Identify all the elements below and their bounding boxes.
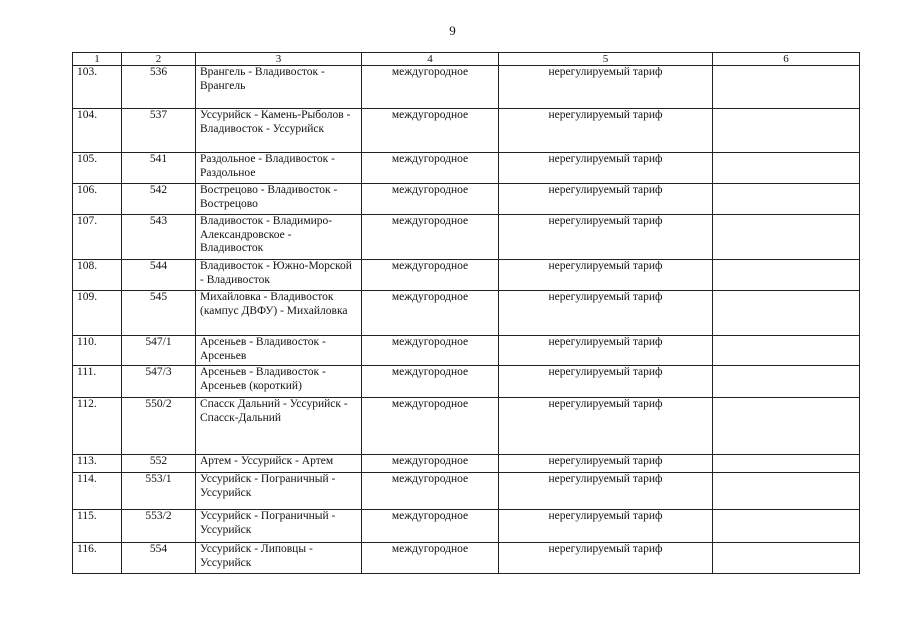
route-extra [713, 291, 860, 336]
route-tariff: нерегулируемый тариф [499, 291, 713, 336]
route-name: Уссурийск - Камень-Рыболов - Владивосток - Уссурийск [196, 109, 362, 153]
route-tariff: нерегулируемый тариф [499, 336, 713, 366]
row-number: 106. [73, 184, 122, 215]
route-name: Михайловка - Владивосток (кампус ДВФУ) - Михайловка [196, 291, 362, 336]
route-extra [713, 543, 860, 574]
route-number: 554 [122, 543, 196, 574]
route-number: 543 [122, 215, 196, 260]
route-extra [713, 66, 860, 109]
row-number: 112. [73, 398, 122, 455]
table-row [73, 66, 860, 109]
column-header-2: 2 [122, 53, 196, 66]
row-number: 103. [73, 66, 122, 109]
route-extra [713, 455, 860, 473]
route-number: 544 [122, 260, 196, 291]
route-number: 552 [122, 455, 196, 473]
route-number: 550/2 [122, 398, 196, 455]
route-number: 537 [122, 109, 196, 153]
route-type: междугородное [362, 510, 499, 543]
route-extra [713, 473, 860, 510]
route-extra [713, 215, 860, 260]
table-row [73, 398, 860, 455]
route-tariff: нерегулируемый тариф [499, 153, 713, 184]
row-number: 104. [73, 109, 122, 153]
route-tariff: нерегулируемый тариф [499, 398, 713, 455]
route-number: 545 [122, 291, 196, 336]
table-row [73, 291, 860, 336]
route-type: междугородное [362, 336, 499, 366]
route-number: 547/3 [122, 366, 196, 398]
route-number: 536 [122, 66, 196, 109]
route-extra [713, 398, 860, 455]
column-header-5: 5 [499, 53, 713, 66]
route-name: Арсеньев - Владивосток - Арсеньев [196, 336, 362, 366]
column-header-4: 4 [362, 53, 499, 66]
route-type: междугородное [362, 184, 499, 215]
route-number: 542 [122, 184, 196, 215]
route-number: 547/1 [122, 336, 196, 366]
route-type: междугородное [362, 109, 499, 153]
route-name: Владивосток - Южно-Морской - Владивосток [196, 260, 362, 291]
table-row [73, 109, 860, 153]
table-row [73, 366, 860, 398]
route-type: междугородное [362, 260, 499, 291]
route-extra [713, 366, 860, 398]
route-name: Раздольное - Владивосток - Раздольное [196, 153, 362, 184]
route-type: междугородное [362, 543, 499, 574]
table-row [73, 260, 860, 291]
route-name: Уссурийск - Пограничный - Уссурийск [196, 510, 362, 543]
row-number: 113. [73, 455, 122, 473]
page-number: 9 [449, 23, 456, 38]
route-number: 541 [122, 153, 196, 184]
column-header-6: 6 [713, 53, 860, 66]
route-type: междугородное [362, 66, 499, 109]
route-tariff: нерегулируемый тариф [499, 510, 713, 543]
row-number: 116. [73, 543, 122, 574]
table-header-row [73, 53, 860, 66]
route-type: междугородное [362, 215, 499, 260]
routes-table [72, 52, 860, 574]
route-extra [713, 184, 860, 215]
route-name: Врангель - Владивосток - Врангель [196, 66, 362, 109]
route-name: Спасск Дальний - Уссурийск - Спасск-Дальний [196, 398, 362, 455]
route-tariff: нерегулируемый тариф [499, 366, 713, 398]
column-header-1: 1 [73, 53, 122, 66]
route-name: Уссурийск - Пограничный - Уссурийск [196, 473, 362, 510]
route-type: междугородное [362, 291, 499, 336]
table-row [73, 473, 860, 510]
route-name: Артем - Уссурийск - Артем [196, 455, 362, 473]
route-tariff: нерегулируемый тариф [499, 473, 713, 510]
route-tariff: нерегулируемый тариф [499, 66, 713, 109]
route-type: междугородное [362, 473, 499, 510]
row-number: 110. [73, 336, 122, 366]
table-row [73, 543, 860, 574]
route-number: 553/1 [122, 473, 196, 510]
route-tariff: нерегулируемый тариф [499, 184, 713, 215]
route-extra [713, 153, 860, 184]
table-row [73, 153, 860, 184]
route-name: Уссурийск - Липовцы - Уссурийск [196, 543, 362, 574]
route-number: 553/2 [122, 510, 196, 543]
route-type: междугородное [362, 153, 499, 184]
column-header-3: 3 [196, 53, 362, 66]
row-number: 109. [73, 291, 122, 336]
table-row [73, 510, 860, 543]
route-type: междугородное [362, 366, 499, 398]
route-tariff: нерегулируемый тариф [499, 109, 713, 153]
table-row [73, 184, 860, 215]
table-row [73, 336, 860, 366]
route-tariff: нерегулируемый тариф [499, 260, 713, 291]
route-extra [713, 510, 860, 543]
row-number: 114. [73, 473, 122, 510]
route-type: междугородное [362, 455, 499, 473]
route-name: Арсеньев - Владивосток - Арсеньев (короткий) [196, 366, 362, 398]
route-type: междугородное [362, 398, 499, 455]
route-extra [713, 260, 860, 291]
row-number: 105. [73, 153, 122, 184]
route-name: Вострецово - Владивосток - Вострецово [196, 184, 362, 215]
row-number: 108. [73, 260, 122, 291]
route-extra [713, 109, 860, 153]
route-name: Владивосток - Владимиро-Александровское - Владивосток [196, 215, 362, 260]
route-tariff: нерегулируемый тариф [499, 215, 713, 260]
row-number: 111. [73, 366, 122, 398]
table-row [73, 215, 860, 260]
route-extra [713, 336, 860, 366]
row-number: 107. [73, 215, 122, 260]
row-number: 115. [73, 510, 122, 543]
route-tariff: нерегулируемый тариф [499, 543, 713, 574]
table-row [73, 455, 860, 473]
route-tariff: нерегулируемый тариф [499, 455, 713, 473]
